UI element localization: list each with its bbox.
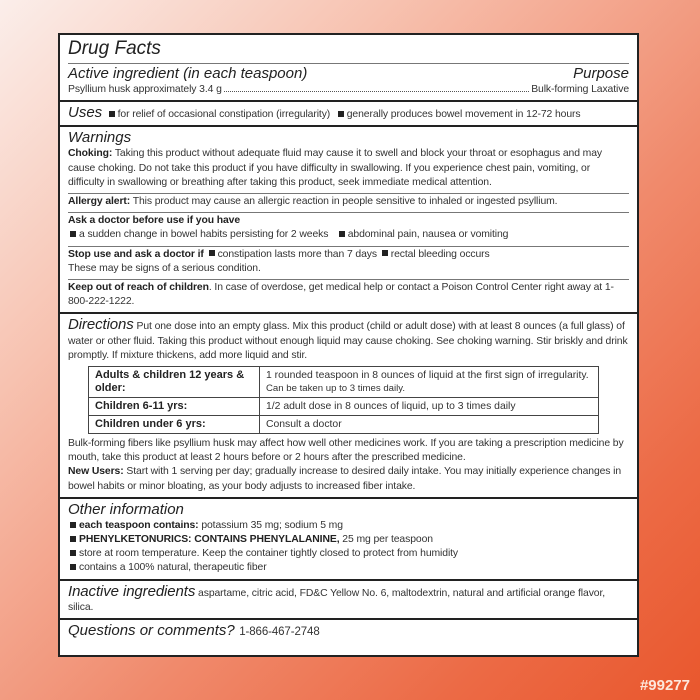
purpose-value: Bulk-forming Laxative: [531, 84, 629, 95]
purpose-heading: Purpose: [573, 65, 629, 82]
bullet-icon: [70, 231, 76, 237]
inactive-section: [60, 581, 637, 620]
divider: [68, 193, 629, 194]
divider: [68, 246, 629, 247]
stop-item: rectal bleeding occurs: [390, 248, 490, 260]
dosage-table: [88, 366, 599, 434]
keep-out-text: . In case of overdose, get medical help or contact a Poison Control Center right away at 1-800-222-1222.: [68, 282, 614, 308]
divider: [68, 212, 629, 213]
age-cell: Children under 6 yrs:: [89, 416, 260, 434]
bullet-icon: [382, 250, 388, 256]
choking-label: Choking:: [68, 148, 113, 160]
warnings-heading: Warnings: [68, 129, 132, 147]
fiber-note: Bulk-forming fibers like psyllium husk may affect how well other medicines work. If you are taking a prescription medicine by mouth, take this product at least 2 hours before or 2 hours after the prescribed medicine.: [68, 438, 624, 464]
stop-use-heading: Stop use and ask a doctor if: [68, 248, 204, 260]
bullet-icon: [70, 536, 76, 542]
header-section: [60, 35, 637, 102]
age-cell: Adults & children 12 years & older:: [89, 367, 260, 398]
uses-item: for relief of occasional constipation (irregularity): [117, 109, 331, 121]
stop-note: These may be signs of a serious condition.: [68, 262, 261, 274]
leader-dots: [224, 91, 529, 92]
warnings-section: [60, 127, 637, 314]
dose-text: 1 rounded teaspoon in 8 ounces of liquid at the first sign of irregularity.: [266, 370, 589, 382]
directions-intro: Put one dose into an empty glass. Mix this product (child or adult dose) with at least 8 ounces (a full glass) of water or other fluid. Taking this product without enough liquid may cause choking. See choking warning. Stir briskly and drink promptly. If mixture thickens, add more liquid and stir.: [68, 321, 628, 361]
other-item-label: each teaspoon contains:: [79, 519, 199, 531]
ask-item: a sudden change in bowel habits persisting for 2 weeks: [79, 229, 329, 241]
other-item-text: store at room temperature. Keep the container tightly closed to protect from humidity: [79, 548, 459, 560]
dose-cell: Consult a doctor: [260, 416, 599, 434]
questions-heading: Questions or comments?: [68, 622, 235, 640]
allergy-text: This product may cause an allergic reaction in people sensitive to inhaled or ingested psyllium.: [132, 196, 558, 208]
keep-out-label: Keep out of reach of children: [68, 282, 209, 294]
bullet-icon: [70, 522, 76, 528]
bullet-icon: [209, 250, 215, 256]
other-info-heading: Other information: [68, 500, 184, 518]
uses-section: [60, 102, 637, 127]
dose-cell: [260, 367, 599, 398]
other-item-text: 25 mg per teaspoon: [342, 534, 433, 546]
allergy-label: Allergy alert:: [68, 196, 131, 208]
divider: [68, 63, 629, 64]
table-row: [89, 398, 599, 416]
uses-item: generally produces bowel movement in 12-72 hours: [346, 109, 581, 121]
inactive-text: aspartame, citric acid, FD&C Yellow No. 6, maltodextrin, natural and artificial orange flavor, silica.: [68, 587, 606, 613]
questions-section: [60, 620, 637, 643]
bullet-icon: [70, 564, 76, 570]
directions-heading: Directions: [68, 316, 134, 334]
dose-note: Can be taken up to 3 times daily.: [266, 383, 406, 395]
age-cell: Children 6-11 yrs:: [89, 398, 260, 416]
questions-phone: 1-866-467-2748: [239, 626, 320, 639]
table-row: [89, 416, 599, 434]
ask-item: abdominal pain, nausea or vomiting: [347, 229, 509, 241]
table-row: [89, 367, 599, 398]
stop-item: constipation lasts more than 7 days: [217, 248, 377, 260]
choking-text: Taking this product without adequate fluid may cause it to swell and block your throat or esophagus and may cause choking. Do not take this product if you have difficulty in swallowing. If you experience chest pain, vomiting, or difficulty in swallowing or breathing after taking this product, seek immediate medical attention.: [68, 148, 603, 188]
new-users-text: Start with 1 serving per day; gradually increase to desired daily intake. You may initially experience changes in bowel habits or minor bloating, as your body adjusts to increased fiber intake.: [68, 466, 622, 492]
dose-cell: 1/2 adult dose in 8 ounces of liquid, up to 3 times daily: [260, 398, 599, 416]
bullet-icon: [339, 231, 345, 237]
new-users-label: New Users:: [68, 466, 124, 478]
bullet-icon: [338, 111, 344, 117]
other-item-label: PHENYLKETONURICS: CONTAINS PHENYLALANINE,: [79, 534, 340, 546]
bullet-icon: [70, 550, 76, 556]
active-ingredient-heading: Active ingredient (in each teaspoon): [68, 65, 308, 82]
inactive-heading: Inactive ingredients: [68, 582, 196, 600]
sku-number: #99277: [639, 677, 690, 694]
active-ingredient: Psyllium husk approximately 3.4 g: [68, 84, 222, 95]
ask-doctor-heading: Ask a doctor before use if you have: [68, 215, 241, 227]
other-info-section: [60, 499, 637, 581]
directions-section: [60, 314, 637, 498]
other-item-text: potassium 35 mg; sodium 5 mg: [201, 519, 343, 531]
drug-facts-label: [58, 33, 639, 657]
bullet-icon: [109, 111, 115, 117]
drug-facts-title: Drug Facts: [68, 38, 161, 59]
divider: [68, 279, 629, 280]
other-item-text: contains a 100% natural, therapeutic fiber: [79, 562, 267, 574]
uses-heading: Uses: [68, 104, 103, 122]
